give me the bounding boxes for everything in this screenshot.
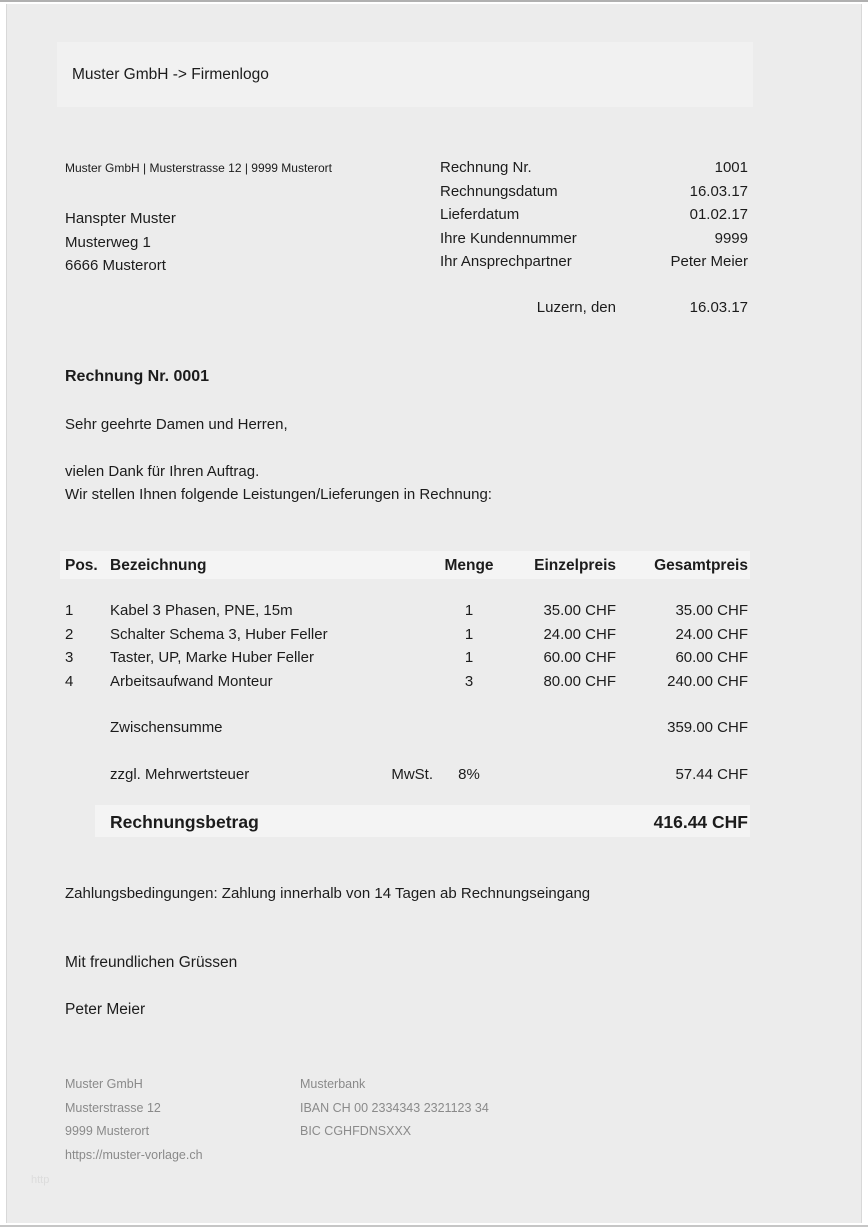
footer-website-link[interactable]: https://muster-vorlage.ch: [65, 1147, 203, 1162]
column-header-description: Bezeichnung: [110, 557, 207, 574]
invoice-number-value: 1001: [714, 159, 748, 176]
invoice-meta-block: [440, 159, 748, 277]
item-pos: 3: [65, 649, 74, 666]
place-date-row: [440, 299, 748, 319]
invoice-date-label: Rechnungsdatum: [440, 182, 558, 200]
item-description: Arbeitsaufwand Monteur: [110, 672, 273, 690]
item-pos: 2: [65, 625, 74, 643]
invoice-page: [6, 4, 862, 1223]
table-column-qty: [440, 599, 498, 693]
grand-total-label: Rechnungsbetrag: [110, 812, 259, 832]
intro-line-1: vielen Dank für Ihren Auftrag.: [65, 463, 260, 480]
table-column-description: [110, 599, 430, 693]
column-header-qty: Menge: [444, 557, 494, 574]
recipient-street: Musterweg 1: [65, 233, 151, 251]
item-qty: 1: [464, 625, 474, 643]
recipient-address-block: [65, 207, 176, 278]
footer-bank-bic: BIC CGHFDNSXXX: [300, 1124, 412, 1138]
item-unit-price: 35.00 CHF: [543, 602, 616, 619]
grand-total-value: 416.44 CHF: [653, 812, 748, 832]
item-pos: 4: [65, 672, 74, 690]
recipient-city: 6666 Musterort: [65, 257, 166, 274]
item-total-price: 35.00 CHF: [675, 602, 748, 619]
vat-value: 57.44 CHF: [675, 766, 748, 783]
closing-greeting: Mit freundlichen Grüssen: [65, 954, 238, 971]
customer-number-label: Ihre Kundennummer: [440, 229, 577, 247]
subtotal-label: Zwischensumme: [110, 719, 223, 736]
sender-address-line: Muster GmbH | Musterstrasse 12 | 9999 Musterort: [65, 161, 332, 175]
meta-row-invoice-number: [440, 159, 748, 183]
vat-rate: 8%: [458, 766, 480, 783]
delivery-date-value: 01.02.17: [689, 206, 748, 223]
meta-row-delivery-date: [440, 206, 748, 230]
item-qty: 1: [464, 649, 474, 666]
place-date-value: 16.03.17: [689, 299, 748, 316]
meta-row-contact-person: [440, 253, 748, 277]
faint-watermark-text: http: [31, 1174, 50, 1186]
table-column-pos: [65, 599, 99, 693]
item-pos: 1: [65, 602, 74, 619]
company-logo-text: Muster GmbH -> Firmenlogo: [72, 66, 269, 83]
delivery-date-label: Lieferdatum: [440, 206, 520, 223]
place-label: Luzern, den: [536, 299, 616, 316]
item-total-price: 240.00 CHF: [667, 672, 748, 690]
item-unit-price: 60.00 CHF: [543, 649, 616, 666]
item-description: Kabel 3 Phasen, PNE, 15m: [110, 602, 293, 619]
item-total-price: 24.00 CHF: [675, 625, 748, 643]
footer-bank-iban: IBAN CH 00 2334343 2321123 34: [300, 1100, 489, 1115]
item-description: Schalter Schema 3, Huber Feller: [110, 625, 328, 643]
payment-terms-text: Zahlungsbedingungen: Zahlung innerhalb von 14 Tagen ab Rechnungseingang: [65, 885, 591, 902]
recipient-name: Hanspter Muster: [65, 210, 176, 227]
column-header-total-price: Gesamtpreis: [654, 557, 748, 574]
intro-line-2: Wir stellen Ihnen folgende Leistungen/Lieferungen in Rechnung:: [65, 486, 492, 503]
item-unit-price: 24.00 CHF: [543, 625, 616, 643]
subtotal-value: 359.00 CHF: [667, 719, 748, 736]
signature-name: Peter Meier: [65, 1001, 146, 1018]
footer-company-street: Musterstrasse 12: [65, 1100, 161, 1115]
footer-bank-column: [300, 1073, 489, 1144]
footer-company-name: Muster GmbH: [65, 1077, 143, 1091]
column-header-pos: Pos.: [65, 557, 98, 574]
item-qty: 1: [464, 602, 474, 619]
salutation-text: Sehr geehrte Damen und Herren,: [65, 416, 288, 433]
vat-abbr: MwSt.: [391, 766, 433, 783]
contact-person-label: Ihr Ansprechpartner: [440, 253, 572, 270]
item-unit-price: 80.00 CHF: [543, 672, 616, 690]
footer-company-column: [65, 1073, 203, 1167]
meta-row-invoice-date: [440, 183, 748, 207]
table-column-unit-price: [502, 599, 616, 693]
footer-company-city: 9999 Musterort: [65, 1124, 150, 1138]
item-total-price: 60.00 CHF: [675, 649, 748, 666]
invoice-title: Rechnung Nr. 0001: [65, 368, 210, 385]
meta-row-customer-number: [440, 230, 748, 254]
item-description: Taster, UP, Marke Huber Feller: [110, 649, 314, 666]
item-qty: 3: [464, 672, 474, 690]
company-logo-box: [57, 42, 753, 107]
invoice-date-value: 16.03.17: [689, 182, 748, 200]
customer-number-value: 9999: [714, 229, 748, 247]
vat-label: zzgl. Mehrwertsteuer: [110, 766, 250, 783]
contact-person-value: Peter Meier: [670, 253, 748, 270]
table-column-total-price: [620, 599, 748, 693]
invoice-number-label: Rechnung Nr.: [440, 159, 532, 176]
column-header-unit-price: Einzelpreis: [534, 557, 616, 574]
footer-bank-name: Musterbank: [300, 1077, 366, 1091]
